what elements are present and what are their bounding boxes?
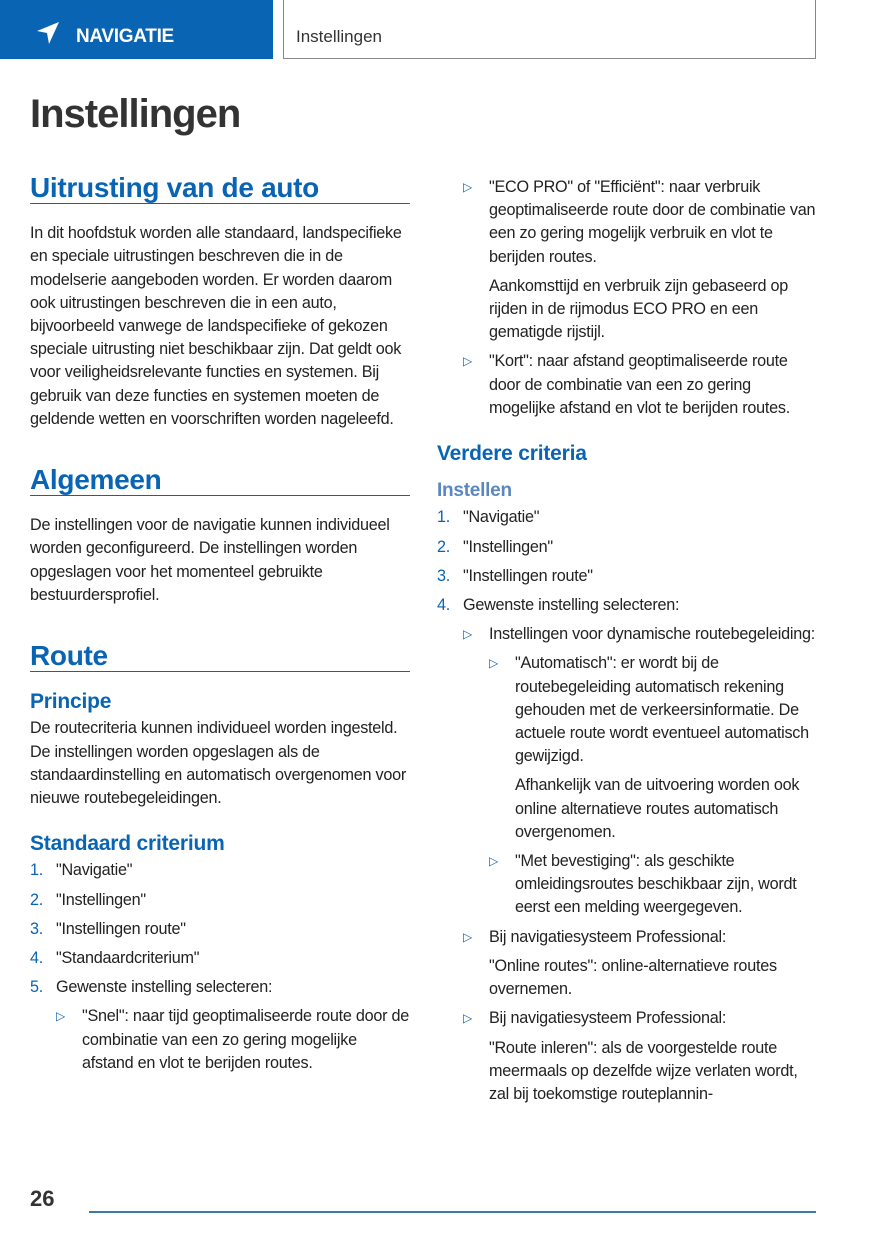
section-label: NAVIGATIE <box>76 25 174 47</box>
bullet-item <box>463 1007 817 1106</box>
bullet-text: Bij navigatiesysteem Professional: <box>489 927 727 946</box>
step-text: Gewenste instelling selecteren: <box>56 978 273 997</box>
heading-verdere-criteria: Verdere criteria <box>437 442 587 466</box>
triangle-bullet-icon: ▷ <box>463 354 472 369</box>
bullet-item <box>463 926 817 1002</box>
right-column <box>437 176 817 1112</box>
bullet-note: "Route inleren": als de voorgestelde route meermaals op dezelfde wijze verlaten wordt, zal bij toekomstige routeplannin- <box>489 1038 798 1103</box>
list-item <box>30 918 410 941</box>
step-number: 4. <box>437 596 451 615</box>
page-number: 26 <box>30 1186 55 1211</box>
list-item <box>437 536 817 559</box>
step-number: 4. <box>30 949 44 968</box>
bullet-text: Bij navigatiesysteem Professional: <box>489 1009 727 1028</box>
paragraph: De instellingen voor de navigatie kunnen individueel worden geconfigureerd. De instellingen worden opgeslagen voor het momenteel gebruikte bestuurdersprofiel. <box>30 516 390 604</box>
step-number: 5. <box>30 978 44 997</box>
bullet-item <box>489 652 817 844</box>
triangle-bullet-icon: ▷ <box>463 180 472 194</box>
footer-divider <box>89 1211 816 1213</box>
triangle-bullet-icon: ▷ <box>56 1009 65 1024</box>
list-item <box>30 976 410 1075</box>
bullet-item <box>463 176 817 344</box>
step-number: 3. <box>437 566 451 585</box>
navigation-arrow-icon <box>36 21 60 45</box>
step-text: "Standaardcriterium" <box>56 949 200 968</box>
heading-route: Route <box>30 644 410 672</box>
page-title: Instellingen <box>30 92 241 136</box>
triangle-bullet-icon: ▷ <box>463 929 472 944</box>
step-text: Gewenste instelling selecteren: <box>463 596 680 615</box>
step-number: 1. <box>30 861 44 880</box>
step-text: "Instellingen" <box>56 890 146 909</box>
step-number: 2. <box>437 537 451 556</box>
bullet-item <box>463 350 817 420</box>
paragraph: In dit hoofdstuk worden alle standaard, landspecifieke en speciale uitrustingen beschreven die in de modelserie aangeboden worden. Er worden daarom ook uitrustingen beschreven die in een auto, bijvoorbeeld vanwege de landspecifieke of gekozen speciale uitrusting niet beschikbaar zijn. Dat geldt ook voor veiligheidsrelevante functies en systemen. Bij gebruik van deze functies en systemen moeten de geldende wetten en voorschriften worden nageleefd. <box>30 224 402 428</box>
bullet-text: "Automatisch": er wordt bij de routebegeleiding automatisch rekening gehouden met de verkeersinformatie. De actuele route wordt eventueel automatisch gewijzigd. <box>515 654 809 766</box>
bullet-note: "Online routes": online-alternatieve routes overnemen. <box>489 956 777 999</box>
bullet-text: "Kort": naar afstand geoptimaliseerde route door de combinatie van een zo gering mogelijke afstand en vlot te berijden routes. <box>489 352 790 417</box>
paragraph: De routecriteria kunnen individueel worden ingesteld. De instellingen worden opgeslagen als de standaardinstelling en automatisch overgenomen voor nieuwe routebegeleidingen. <box>30 719 406 808</box>
bullet-note: Aankomsttijd en verbruik zijn gebaseerd op rijden in de rijmodus ECO PRO en een gematigde rijstijl. <box>489 276 789 342</box>
steps-list <box>30 859 410 1075</box>
step-text: "Instellingen route" <box>56 919 186 938</box>
steps-list <box>437 506 817 1106</box>
triangle-bullet-icon: ▷ <box>489 854 498 869</box>
left-column <box>30 172 410 1081</box>
heading-principe: Principe <box>30 690 112 714</box>
heading-algemeen: Algemeen <box>30 468 410 496</box>
list-item <box>30 859 410 882</box>
bullet-item <box>489 850 817 920</box>
bullet-item <box>56 1005 410 1075</box>
step-text: "Instellingen route" <box>463 566 593 585</box>
heading-standaard-criterium: Standaard criterium <box>30 832 225 856</box>
triangle-bullet-icon: ▷ <box>463 627 472 642</box>
bullet-text: "ECO PRO" of "Efficiënt": naar verbruik geoptimaliseerde route door de combinatie van een zo gering mogelijk verbruik en vlot te berijden routes. <box>489 178 816 266</box>
bullet-note: Afhankelijk van de uitvoering worden ook online alternatieve routes automatisch overgenomen. <box>515 776 800 841</box>
list-item <box>437 506 817 529</box>
list-item <box>30 947 410 970</box>
triangle-bullet-icon: ▷ <box>489 656 498 671</box>
step-number: 3. <box>30 919 44 938</box>
breadcrumb: Instellingen <box>283 0 816 59</box>
triangle-bullet-icon: ▷ <box>463 1011 472 1026</box>
step-text: "Instellingen" <box>463 537 553 556</box>
list-item <box>30 889 410 912</box>
heading-uitrusting: Uitrusting van de auto <box>30 176 410 204</box>
step-number: 2. <box>30 890 44 909</box>
bullet-text: "Met bevestiging": als geschikte omleidingsroutes beschikbaar zijn, wordt eerst een melding weergegeven. <box>515 852 797 917</box>
bullet-text: "Snel": naar tijd geoptimaliseerde route door de combinatie van een zo gering mogelijke afstand en vlot te berijden routes. <box>82 1007 410 1072</box>
heading-instellen: Instellen <box>437 480 512 502</box>
bullet-item <box>463 623 817 919</box>
step-text: "Navigatie" <box>56 861 133 880</box>
list-item <box>437 594 817 1106</box>
section-tab <box>0 0 273 59</box>
step-text: "Navigatie" <box>463 508 540 527</box>
bullet-text: Instellingen voor dynamische routebegeleiding: <box>489 625 815 644</box>
list-item <box>437 565 817 588</box>
step-number: 1. <box>437 508 451 527</box>
